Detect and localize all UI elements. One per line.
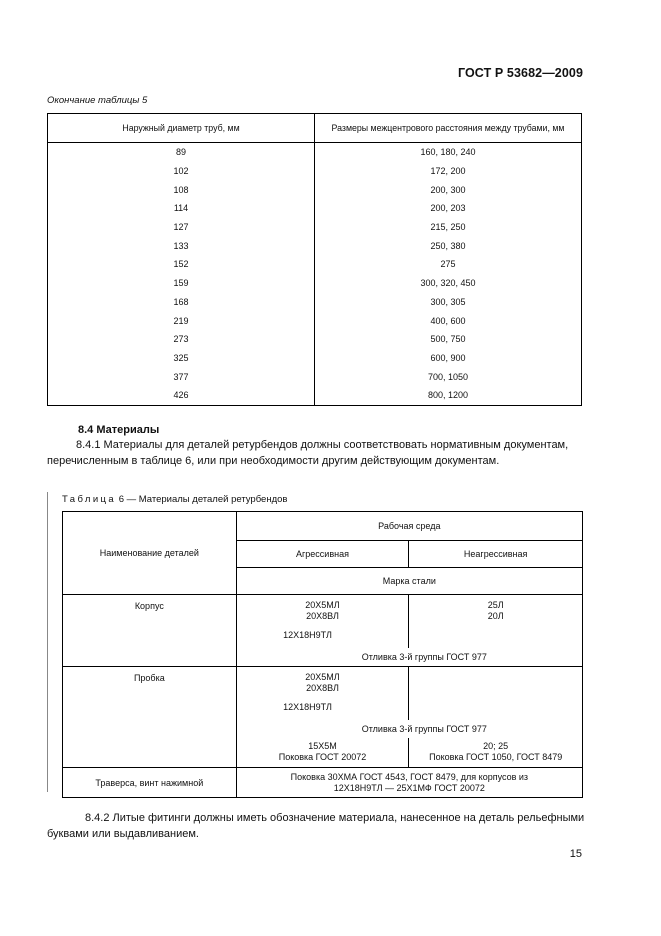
table5 <box>47 113 582 406</box>
table5-diameter-cell: 325 <box>48 349 315 368</box>
probka-agg-1: 20Х5МЛ <box>305 672 340 682</box>
korpus-agg-3: 12Х18Н9ТЛ <box>283 630 332 640</box>
table6-traversa-name: Траверса, винт нажимной <box>63 768 237 798</box>
table5-diameter-cell: 114 <box>48 199 315 218</box>
table5-diameter-cell: 102 <box>48 162 315 181</box>
table5-diameter-cell: 377 <box>48 367 315 386</box>
table5-diameter-cell: 426 <box>48 386 315 405</box>
probka-agg-3: 12Х18Н9ТЛ <box>283 702 332 712</box>
probka-forging-2: Поковка ГОСТ 20072 <box>278 752 367 763</box>
page-number: 15 <box>569 848 582 860</box>
table5-distance-cell: 800, 1200 <box>315 386 582 405</box>
table5-header-row <box>48 114 582 143</box>
table6-caption-label: Таблица <box>62 494 117 505</box>
table-row <box>48 143 582 162</box>
table5-distance-cell: 700, 1050 <box>315 367 582 386</box>
table5-distance-cell: 300, 320, 450 <box>315 274 582 293</box>
table-row <box>48 311 582 330</box>
table6-korpus-casting: Отливка 3-й группы ГОСТ 977 <box>236 648 582 667</box>
paragraph-8-4-2-text: 8.4.2 Литые фитинги должны иметь обозначение материала, нанесенное на деталь рельефными буквами или выдавливанием. <box>47 812 585 840</box>
table6-probka-nonaggressive-empty <box>409 667 583 720</box>
korpus-agg-2: 20Х8ВЛ <box>306 611 339 621</box>
section-heading: 8.4 Материалы <box>78 424 160 436</box>
table5-distance-cell: 300, 305 <box>315 293 582 312</box>
table6-probka-casting: Отливка 3-й группы ГОСТ 977 <box>236 720 582 738</box>
table5-distance-cell: 400, 600 <box>315 311 582 330</box>
table5-distance-cell: 200, 203 <box>315 199 582 218</box>
table5-diameter-cell: 152 <box>48 255 315 274</box>
table-row <box>48 162 582 181</box>
korpus-nonagg-2: 20Л <box>487 611 504 621</box>
table6-korpus-nonaggressive <box>409 595 583 648</box>
table-row <box>48 349 582 368</box>
table6-korpus-aggressive <box>236 595 409 648</box>
table5-diameter-cell: 133 <box>48 236 315 255</box>
table5-diameter-cell: 108 <box>48 180 315 199</box>
table6-probka-aggressive <box>236 667 409 720</box>
table6-traversa-material <box>236 768 582 798</box>
table5-distance-cell: 215, 250 <box>315 218 582 237</box>
table6-korpus-name: Корпус <box>63 595 237 667</box>
document-code: ГОСТ Р 53682—2009 <box>457 66 583 80</box>
paragraph-8-4-2 <box>47 811 585 842</box>
table5-distance-cell: 500, 750 <box>315 330 582 349</box>
table5-distance-cell: 172, 200 <box>315 162 582 181</box>
table6-header-medium: Рабочая среда <box>236 512 582 541</box>
table6-header-steel-grade: Марка стали <box>236 568 582 595</box>
table-row <box>48 293 582 312</box>
table6-header-name: Наименование деталей <box>63 512 237 595</box>
table5-distance-cell: 600, 900 <box>315 349 582 368</box>
table5-diameter-cell: 168 <box>48 293 315 312</box>
table5-header-distance: Размеры межцентрового расстояния между трубами, мм <box>315 114 582 143</box>
table6-probka-agg-forging <box>236 738 409 768</box>
table-row <box>48 386 582 405</box>
table5-diameter-cell: 273 <box>48 330 315 349</box>
probka-nonagg-forging-1: 20; 25 <box>483 741 509 752</box>
margin-change-bar <box>47 492 48 792</box>
korpus-agg-1: 20Х5МЛ <box>305 600 340 610</box>
paragraph-8-4-1 <box>47 438 585 469</box>
table-row <box>48 199 582 218</box>
traversa-line-2: 12Х18Н9ТЛ — 25Х1МФ ГОСТ 20072 <box>333 782 485 793</box>
table5-diameter-cell: 89 <box>48 143 315 162</box>
table6-probka-nonagg-forging <box>409 738 583 768</box>
table-row <box>48 180 582 199</box>
traversa-line-1: Поковка 30ХМА ГОСТ 4543, ГОСТ 8479, для корпусов из <box>290 771 529 782</box>
paragraph-8-4-1-text: 8.4.1 Материалы для деталей ретурбендов должны соответствовать нормативным документам, перечисленным в таблице 6, или при необходимости другим действующим документам. <box>47 439 569 467</box>
table6-header-aggressive: Агрессивная <box>236 541 409 568</box>
table6 <box>62 511 583 798</box>
table5-distance-cell: 275 <box>315 255 582 274</box>
table-row <box>48 218 582 237</box>
table6-caption <box>62 494 287 505</box>
probka-nonagg-forging-2: Поковка ГОСТ 1050, ГОСТ 8479 <box>429 752 563 763</box>
table-row <box>48 255 582 274</box>
table-row <box>48 236 582 255</box>
table-row <box>48 367 582 386</box>
table6-header-nonaggressive: Неагрессивная <box>409 541 583 568</box>
table5-caption: Окончание таблицы 5 <box>47 95 148 106</box>
table-row <box>48 330 582 349</box>
table6-caption-title: 6 — Материалы деталей ретурбендов <box>118 494 288 505</box>
probka-forging-1: 15Х5М <box>308 741 337 752</box>
table5-diameter-cell: 159 <box>48 274 315 293</box>
table5-header-diameter: Наружный диаметр труб, мм <box>48 114 315 143</box>
table6-probka-name: Пробка <box>63 667 237 768</box>
table5-distance-cell: 250, 380 <box>315 236 582 255</box>
table5-diameter-cell: 127 <box>48 218 315 237</box>
table5-distance-cell: 160, 180, 240 <box>315 143 582 162</box>
table5-diameter-cell: 219 <box>48 311 315 330</box>
table-row <box>48 274 582 293</box>
korpus-nonagg-1: 25Л <box>487 600 504 610</box>
probka-agg-2: 20Х8ВЛ <box>306 683 339 693</box>
table5-distance-cell: 200, 300 <box>315 180 582 199</box>
